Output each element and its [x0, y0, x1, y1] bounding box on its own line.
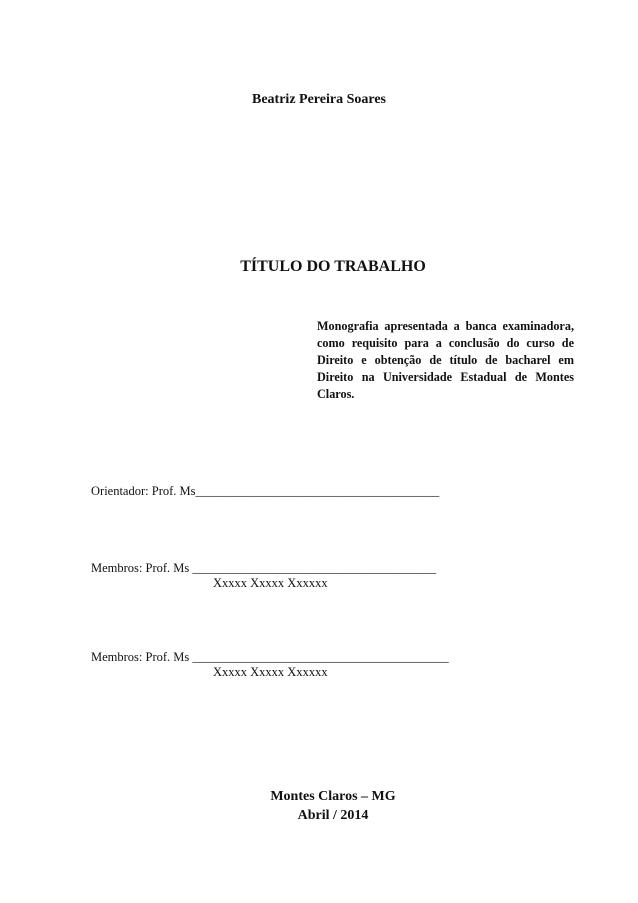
member-signature-line-1: Membros: Prof. Ms _______________________________________: [91, 561, 437, 575]
advisor-signature-line: Orientador: Prof. Ms_______________________________________: [91, 484, 440, 498]
monograph-description: Monografia apresentada a banca examinadora, como requisito para a conclusão do curso de Direito e obtenção de título de bacharel em Direito na Universidade Estadual de Montes Claros.: [317, 319, 574, 401]
footer-date: Abril / 2014: [297, 808, 369, 823]
member-signature-line-2: Membros: Prof. Ms _________________________________________: [91, 650, 449, 664]
work-title: TÍTULO DO TRABALHO: [240, 258, 426, 275]
footer-block: [0, 787, 638, 825]
member-name-2: Xxxxx Xxxxx Xxxxxx: [213, 665, 328, 679]
author-name: Beatriz Pereira Soares: [252, 92, 386, 107]
footer-city: Montes Claros – MG: [270, 789, 396, 804]
member-name-1: Xxxxx Xxxxx Xxxxxx: [213, 576, 328, 590]
